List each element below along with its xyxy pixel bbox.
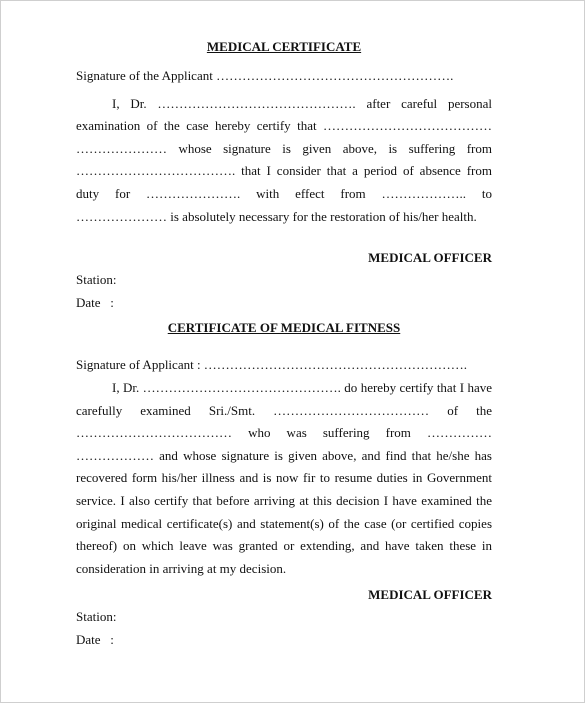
- fitness-applicant-signature-line: Signature of Applicant : …………………………………………………….: [76, 357, 468, 373]
- applicant-signature-line: Signature of the Applicant ……………………………………………….: [76, 68, 454, 83]
- date-field: Date :: [76, 294, 114, 310]
- medical-officer-label: MEDICAL OFFICER: [368, 250, 492, 266]
- fitness-certificate-body: I, Dr. ………………………………………. do hereby certify that I have carefully examined Sri./Smt. ……………………………… of the ……………………………… who was suffering from …………… ……………… and whose signature is given above, and find that he/she has recovered form his/her illness and is now fir to resume duties in Government service. I also certify that before arriving at this decision I have examined the original medical certificate(s) and statement(s) of the case (or certified copies thereof) on which leave was granted or extending, and have taken these in consideration in arriving at my decision.: [76, 379, 492, 576]
- fitness-certificate-title: CERTIFICATE OF MEDICAL FITNESS: [167, 320, 401, 336]
- medical-certificate-body: I, Dr. ………………………………………. after careful personal examination of the case hereby certify that ………………………………… ………………… whose signature is given above, is suffering from ………………………………. that I consider that a period of absence from duty for …………………. with effect from ……………….. to ………………… is absolutely necessary for the restoration of his/her health.: [76, 95, 492, 224]
- fitness-date-field: Date :: [76, 631, 114, 647]
- medical-certificate-title: MEDICAL CERTIFICATE: [206, 39, 362, 54]
- station-field: Station:: [76, 272, 117, 288]
- document-page: [76, 38, 492, 651]
- fitness-station-field: Station:: [76, 609, 117, 625]
- fitness-medical-officer-label: MEDICAL OFFICER: [368, 587, 492, 603]
